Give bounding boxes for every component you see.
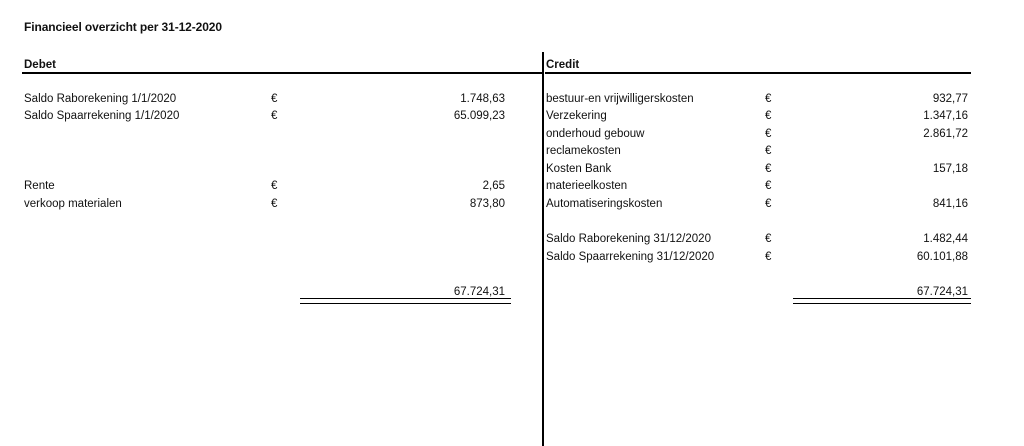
row-label: Rente: [24, 180, 55, 192]
euro-sign: €: [765, 180, 772, 192]
row-label: Kosten Bank: [546, 163, 612, 175]
row-label: materieelkosten: [546, 180, 628, 192]
euro-sign: €: [765, 128, 772, 140]
euro-sign: €: [765, 163, 772, 175]
row-amount: 841,16: [932, 198, 968, 210]
credit-row: [546, 161, 968, 178]
credit-row: [546, 143, 968, 160]
document-title: Financieel overzicht per 31-12-2020: [24, 20, 222, 34]
row-label: Saldo Raborekening 31/12/2020: [546, 233, 711, 245]
euro-sign: €: [765, 93, 772, 105]
credit-heading: Credit: [546, 59, 580, 71]
row-label: Saldo Spaarrekening 31/12/2020: [546, 251, 715, 263]
row-amount: 60.101,88: [916, 251, 968, 263]
credit-row: [546, 231, 968, 248]
credit-row: [546, 249, 968, 266]
row-label: reclamekosten: [546, 145, 621, 157]
debet-row: [24, 196, 505, 213]
euro-sign: €: [271, 93, 278, 105]
credit-row: [546, 126, 968, 143]
euro-sign: €: [765, 110, 772, 122]
debet-row: [24, 178, 505, 195]
row-amount: 932,77: [932, 93, 968, 105]
euro-sign: €: [271, 198, 278, 210]
debet-row: [24, 91, 505, 108]
credit-row: [546, 91, 968, 108]
row-amount: 1.347,16: [923, 110, 968, 122]
debet-row: [24, 108, 505, 125]
row-label: Saldo Raborekening 1/1/2020: [24, 93, 177, 105]
row-amount: 1.482,44: [923, 233, 968, 245]
euro-sign: €: [765, 145, 772, 157]
euro-sign: €: [271, 180, 278, 192]
credit-total-double-underline: [793, 298, 971, 304]
euro-sign: €: [271, 110, 278, 122]
euro-sign: €: [765, 233, 772, 245]
credit-header: [545, 56, 971, 74]
row-amount: 65.099,23: [453, 110, 505, 122]
column-divider: [542, 52, 544, 446]
row-amount: 2.861,72: [923, 128, 968, 140]
euro-sign: €: [765, 251, 772, 263]
debet-total: 67.724,31: [453, 286, 505, 298]
row-amount: 873,80: [469, 198, 505, 210]
row-label: Saldo Spaarrekening 1/1/2020: [24, 110, 180, 122]
row-label: verkoop materialen: [24, 198, 122, 210]
credit-row: [546, 178, 968, 195]
row-amount: 2,65: [482, 180, 505, 192]
credit-row: [546, 108, 968, 125]
row-label: Verzekering: [546, 110, 607, 122]
euro-sign: €: [765, 198, 772, 210]
row-label: bestuur-en vrijwilligerskosten: [546, 93, 694, 105]
debet-header: [22, 56, 542, 74]
credit-row: [546, 196, 968, 213]
credit-total: 67.724,31: [916, 286, 968, 298]
row-label: onderhoud gebouw: [546, 128, 645, 140]
debet-total-double-underline: [300, 298, 511, 304]
row-label: Automatiseringskosten: [546, 198, 663, 210]
row-amount: 157,18: [932, 163, 968, 175]
row-amount: 1.748,63: [460, 93, 505, 105]
debet-heading: Debet: [24, 59, 56, 71]
